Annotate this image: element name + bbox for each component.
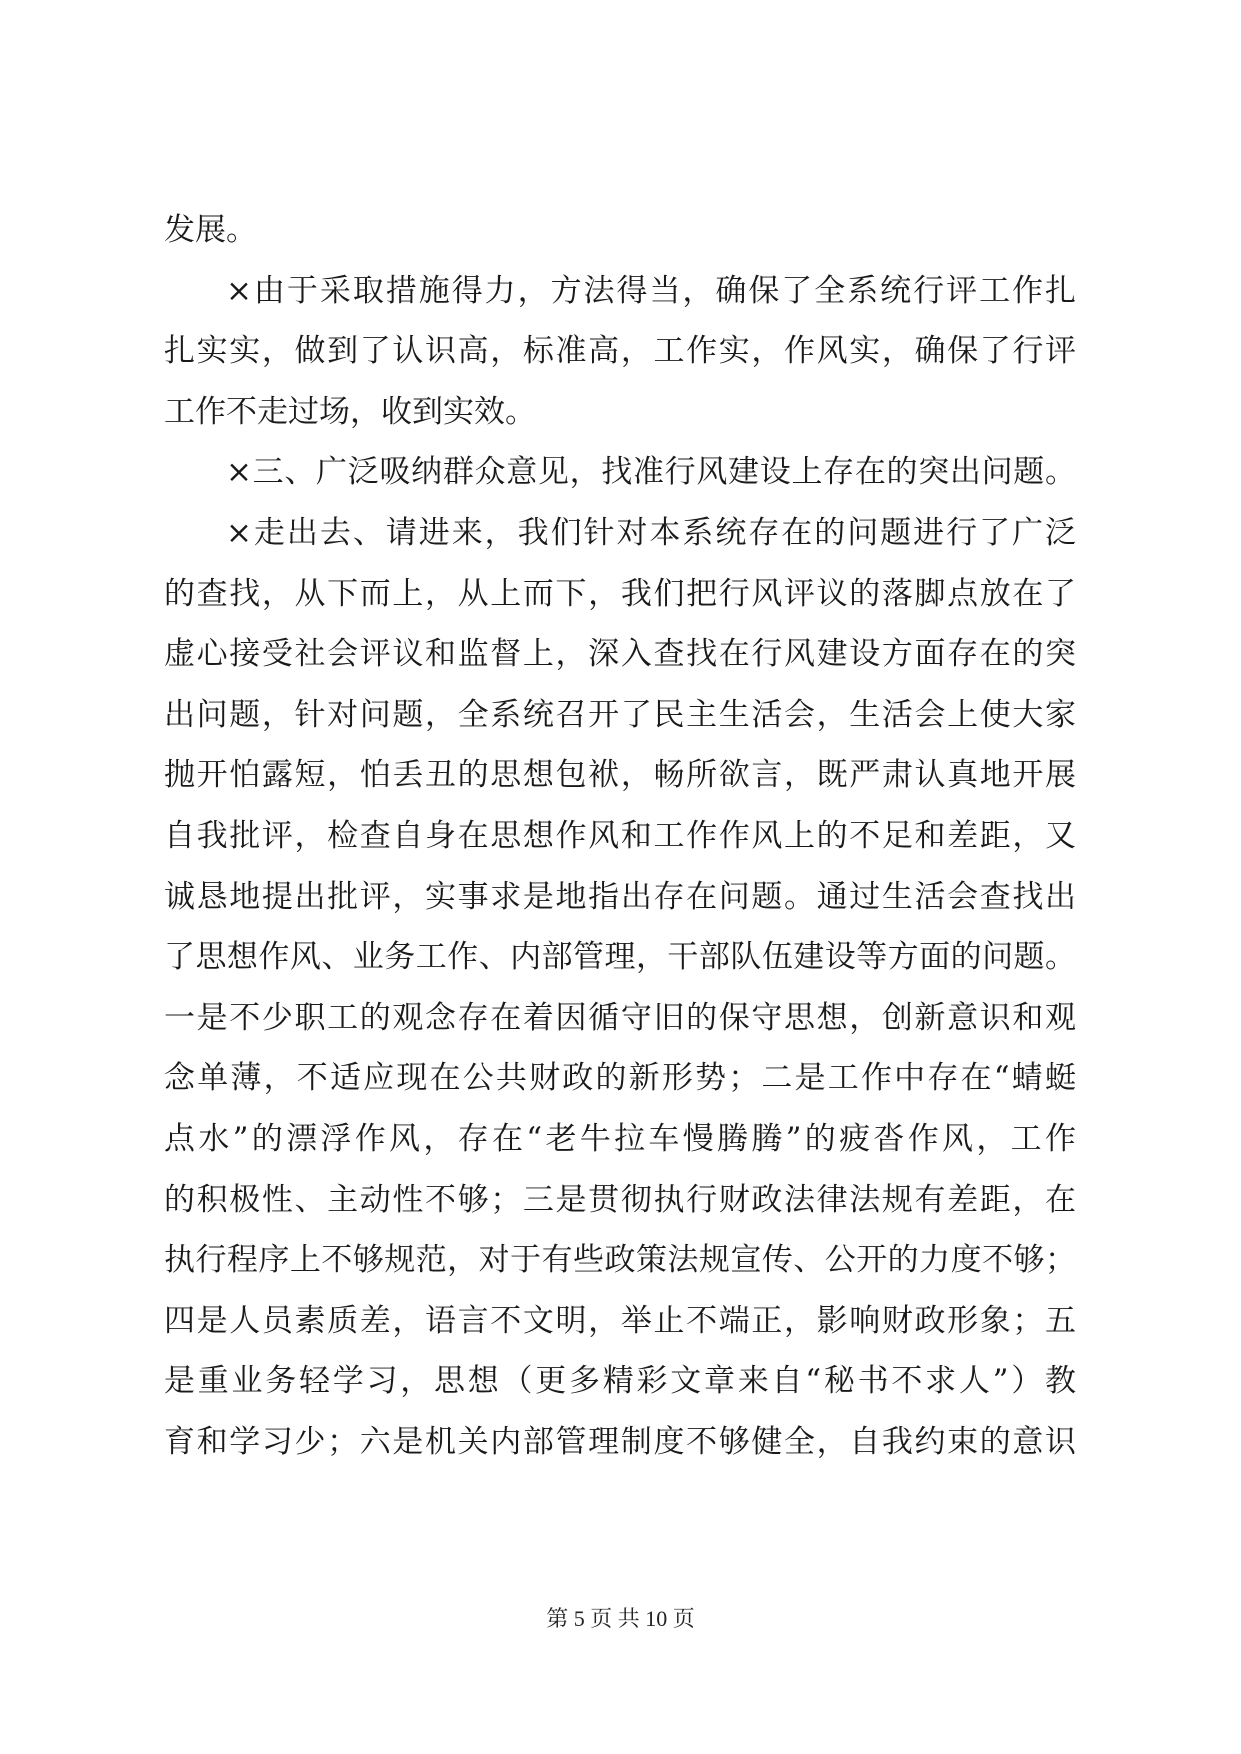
text-line: 虚心接受社会评议和监督上，深入查找在行风建设方面存在的突	[164, 636, 1076, 673]
text-line: ×走出去、请进来，我们针对本系统存在的问题进行了广泛	[226, 514, 1076, 551]
text-line: 是重业务轻学习，思想（更多精彩文章来自“秘书不求人”）教	[164, 1363, 1076, 1400]
text-line: 诚恳地提出批评，实事求是地指出存在问题。通过生活会查找出	[164, 878, 1076, 915]
text-line: ×由于采取措施得力，方法得当，确保了全系统行评工作扎	[226, 272, 1076, 309]
text-line: 抛开怕露短，怕丢丑的思想包袱，畅所欲言，既严肃认真地开展	[164, 757, 1076, 794]
text-line: 扎实实，做到了认识高，标准高，工作实，作风实，确保了行评	[164, 333, 1076, 370]
text-line: 育和学习少；六是机关内部管理制度不够健全，自我约束的意识	[164, 1423, 1076, 1460]
text-line: 执行程序上不够规范，对于有些政策法规宣传、公开的力度不够；	[164, 1242, 1076, 1279]
body-text	[164, 200, 1076, 1472]
text-line: ×三、广泛吸纳群众意见，找准行风建设上存在的突出问题。	[226, 454, 1076, 491]
text-line: 发展。	[164, 212, 257, 248]
text-line: 念单薄，不适应现在公共财政的新形势；二是工作中存在“蜻蜓	[164, 1060, 1076, 1097]
text-line: 一是不少职工的观念存在着因循守旧的保守思想，创新意识和观	[164, 999, 1076, 1036]
text-line: 出问题，针对问题，全系统召开了民主生活会，生活会上使大家	[164, 696, 1076, 733]
text-line: 四是人员素质差，语言不文明，举止不端正，影响财政形象；五	[164, 1302, 1076, 1339]
text-line: 了思想作风、业务工作、内部管理，干部队伍建设等方面的问题。	[164, 939, 1076, 976]
page-number-footer: 第 5 页 共 10 页	[546, 1606, 695, 1631]
text-line: 的查找，从下而上，从上而下，我们把行风评议的落脚点放在了	[164, 575, 1076, 612]
text-line: 点水”的漂浮作风，存在“老牛拉车慢腾腾”的疲沓作风，工作	[164, 1120, 1076, 1157]
text-line: 的积极性、主动性不够；三是贯彻执行财政法律法规有差距，在	[164, 1181, 1076, 1218]
text-line: 自我批评，检查自身在思想作风和工作作风上的不足和差距，又	[164, 817, 1076, 854]
text-line: 工作不走过场，收到实效。	[164, 393, 536, 430]
